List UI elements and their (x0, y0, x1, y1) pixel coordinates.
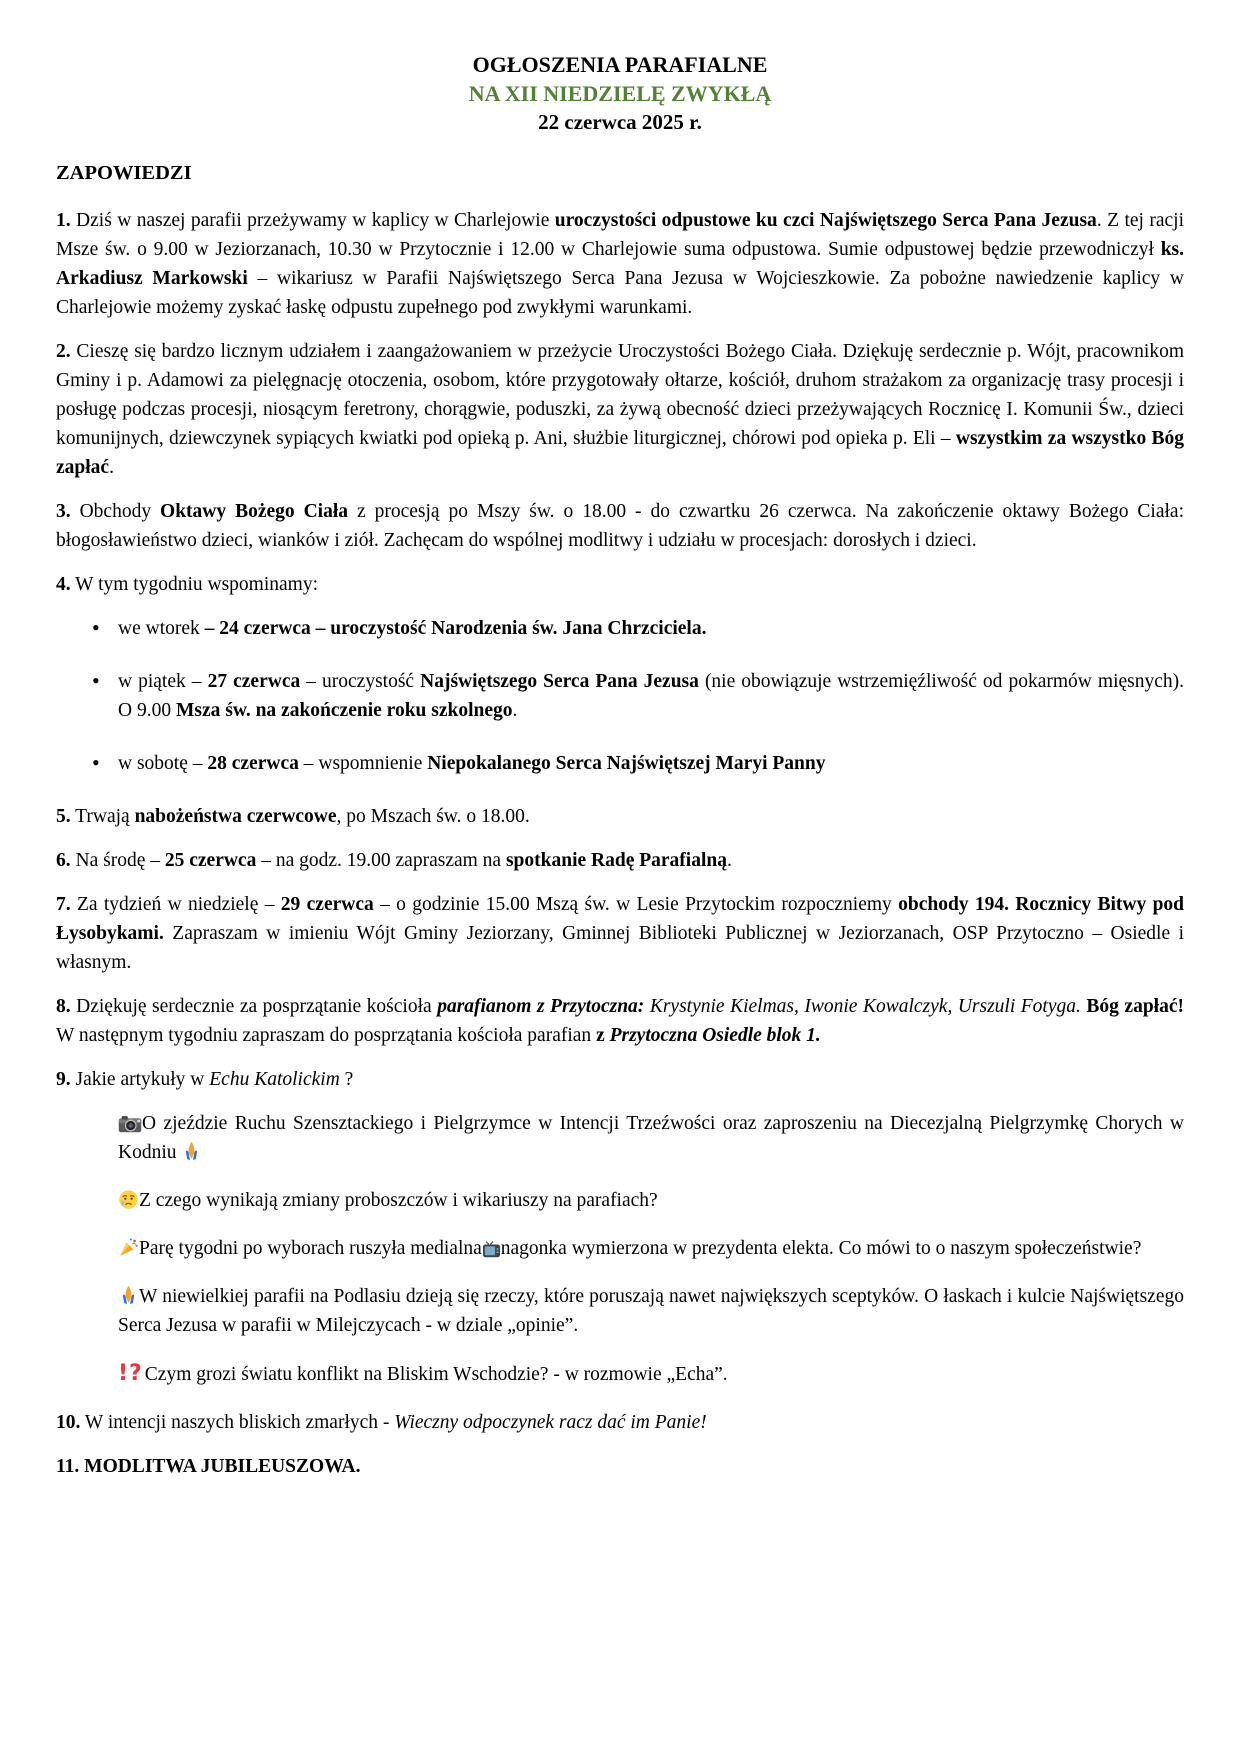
text-run: 28 czerwca (207, 753, 299, 774)
text-run: – wikariusz w Parafii Najświętszego Serca Pana Jezusa w Wojcieszkowie. Za pobożne nawiedzenie kaplicy w Charlejowie możemy zyskać łaskę odpustu zupełnego pod zwykłymi warunkami. (56, 268, 1184, 318)
tearful-face-icon (118, 1189, 139, 1210)
bullet-item-3 (56, 749, 1184, 778)
announcement-subtitle: NA XII NIEDZIELĘ ZWYKŁĄ (468, 81, 772, 106)
text-run: W intencji naszych bliskich zmarłych - (80, 1412, 395, 1433)
text-run: Cieszę się bardzo licznym udziałem i zaangażowaniem w przeżycie Uroczystości Bożego Ciała. Dziękuję serdecznie p. Wójt, pracownikom Gminy i p. Adamowi za pielęgnację otoczenia, osobom, które przygotowały ołtarze, kościół, druhom strażakom za organizację trasy procesji i posługę podczas procesji, niosącym feretrony, chorągwie, poduszki, za żywą obecność dzieci przeżywających Rocznicę I. Komunii Św., dzieci komunijnych, dziewczynek sypiących kwiatki pod opieką p. Ani, służbie liturgicznej, chórowi pod opieka p. Eli – (56, 341, 1184, 449)
text-run: Echu Katolickim (209, 1069, 340, 1090)
paragraph-2 (56, 337, 1184, 482)
camera-icon (118, 1115, 142, 1133)
text-run: Oktawy Bożego Ciała (160, 501, 349, 522)
text-run: Niepokalanego Serca Najświętszej Maryi Panny (427, 753, 826, 774)
text-run: Jakie artykuły w (70, 1069, 210, 1090)
text-run: wszystkim za wszystko Bóg zapłać (56, 428, 1184, 478)
text-run: 9. (56, 1069, 71, 1090)
text-run: 7. (56, 894, 71, 915)
paragraph-4 (56, 570, 1184, 599)
text-run: Krystynie Kielmas, Iwonie Kowalczyk, Urszuli Fotyga. (649, 996, 1081, 1017)
paragraph-5 (56, 802, 1184, 831)
paragraph-10 (56, 1408, 1184, 1437)
text-run: we wtorek (118, 618, 205, 639)
announcement-date: 22 czerwca 2025 r. (538, 110, 702, 134)
text-run: 1. (56, 210, 71, 231)
bullet-item-2 (56, 667, 1184, 725)
text-run: 8. (56, 996, 71, 1017)
red-exclamation-question-icon: !? (118, 1361, 143, 1386)
text-run: (nie obowiązuje wstrzemięźliwość od pokarmów mięsnych). O 9.00 (118, 671, 1184, 721)
document-header (56, 50, 1184, 137)
sub-item-3 (56, 1234, 1184, 1263)
sub-item-2 (56, 1186, 1184, 1215)
text-run: nagonka wymierzona w prezydenta elekta. Co mówi to o naszym społeczeństwie? (500, 1238, 1142, 1259)
document-body (56, 159, 1184, 1481)
text-run: w piątek – (118, 671, 208, 692)
party-popper-icon (118, 1237, 139, 1258)
text-run: 6. (56, 850, 71, 871)
text-run: Dziękuję serdecznie za posprzątanie kościoła (70, 996, 438, 1017)
tv-icon (482, 1241, 501, 1258)
text-run: O zjeździe Ruchu Szensztackiego i Pielgrzymce w Intencji Trzeźwości oraz zaproszeniu na Diecezjalną Pielgrzymkę Chorych w Kodniu (118, 1113, 1184, 1163)
paragraph-9 (56, 1065, 1184, 1094)
paragraph-11 (56, 1452, 1184, 1481)
text-run: z procesją po Mszy św. o 18.00 - do czwartku 26 czerwca. Na zakończenie oktawy Bożego Ciała: błogosławieństwo dzieci, wianków i ziół. Zachęcam do wspólnej modlitwy i udziału w procesjach: dorosłych i dzieci. (56, 501, 1184, 551)
text-run: W niewielkiej parafii na Podlasiu dzieją się rzeczy, które poruszają nawet największych sceptyków. O łaskach i kulcie Najświętszego Serca Jezusa w parafii w Milejczycach - w dziale „opinie”. (118, 1286, 1184, 1336)
text-run: Wieczny odpoczynek racz dać im Panie! (394, 1412, 707, 1433)
text-run: 5. (56, 806, 71, 827)
bullet-item-1 (56, 614, 1184, 643)
sub-item-1 (56, 1109, 1184, 1167)
text-run: Trwają (70, 806, 135, 827)
text-run: – o godzinie 15.00 Mszą św. w Lesie Przytockim rozpoczniemy (373, 894, 899, 915)
text-run: z (596, 1025, 610, 1046)
text-run: Msza św. na zakończenie roku szkolnego (175, 700, 513, 721)
paragraph-1 (56, 206, 1184, 322)
text-run: Czym grozi światu konflikt na Bliskim Wschodzie? - w rozmowie „Echa”. (144, 1364, 728, 1385)
text-run: ZAPOWIEDZI (56, 162, 192, 184)
text-run: w sobotę – (118, 753, 208, 774)
praying-hands-icon (118, 1285, 139, 1306)
text-run: . (512, 700, 518, 721)
paragraph-3 (56, 497, 1184, 555)
paragraph-8 (56, 992, 1184, 1050)
text-run: 29 czerwca (280, 894, 374, 915)
text-run: ? (339, 1069, 354, 1090)
text-run: obchody 194. Rocznicy Bitwy pod Łysobykami. (56, 894, 1185, 944)
text-run: W następnym tygodniu zapraszam do posprzątania kościoła parafian (56, 1025, 597, 1046)
praying-hands-icon (181, 1141, 202, 1162)
text-run: Przytoczna Osiedle blok 1. (609, 1025, 821, 1046)
text-run: – na godz. 19.00 zapraszam na (256, 850, 506, 871)
paragraph-7 (56, 890, 1184, 977)
text-run: Za tydzień w niedzielę – (70, 894, 281, 915)
text-run: Najświętszego Serca Pana Jezusa (420, 671, 699, 692)
text-run: Dziś w naszej parafii przeżywamy w kaplicy w Charlejowie (70, 210, 555, 231)
text-run: Zapraszam w imieniu Wójt Gminy Jeziorzany, Gminnej Biblioteki Publicznej w Jeziorzanach, OSP Przytoczno – Osiedle i własnym. (56, 923, 1184, 973)
text-run: 10. (56, 1412, 81, 1433)
text-run: 4. (56, 574, 71, 595)
text-run: , po Mszach św. o 18.00. (336, 806, 530, 827)
text-run: 27 czerwca (207, 671, 301, 692)
text-run: nabożeństwa czerwcowe (134, 806, 337, 827)
text-run: 25 czerwca (164, 850, 257, 871)
sub-item-4 (56, 1282, 1184, 1340)
text-run: – uroczystość (300, 671, 421, 692)
text-run: – wspomnienie (298, 753, 428, 774)
text-run: uroczystości odpustowe ku czci Najświętszego Serca Pana Jezusa (554, 210, 1097, 231)
text-run: 11. MODLITWA JUBILEUSZOWA. (56, 1456, 361, 1477)
text-run: . (109, 457, 114, 478)
page-title: OGŁOSZENIA PARAFIALNE (472, 52, 768, 77)
text-run: parafianom z Przytoczna: (437, 996, 645, 1017)
text-run: Parę tygodni po wyborach ruszyła medialna (139, 1238, 482, 1259)
text-run: 3. (56, 501, 71, 522)
sub-item-5 (56, 1359, 1184, 1389)
text-run: spotkanie Radę Parafialną (505, 850, 727, 871)
text-run: ks. Arkadiusz Markowski (56, 239, 1184, 289)
text-run: Bóg zapłać! (1086, 996, 1184, 1017)
text-run: . (726, 850, 732, 871)
text-run: W tym tygodniu wspominamy: (70, 574, 318, 595)
text-run: – 24 czerwca – uroczystość Narodzenia św. Jana Chrzciciela. (204, 618, 707, 639)
paragraph-6 (56, 846, 1184, 875)
text-run: . Z tej racji Msze św. o 9.00 w Jeziorzanach, 10.30 w Przytocznie i 12.00 w Charlejowie suma odpustowa. Sumie odpustowej będzie przewodniczył (56, 210, 1185, 260)
text-run: Z czego wynikają zmiany proboszczów i wikariuszy na parafiach? (139, 1190, 658, 1211)
text-run: Obchody (70, 501, 161, 522)
text-run: Na środę – (70, 850, 165, 871)
section-heading-zapowiedzi (56, 159, 1184, 188)
text-run: 2. (56, 341, 71, 362)
